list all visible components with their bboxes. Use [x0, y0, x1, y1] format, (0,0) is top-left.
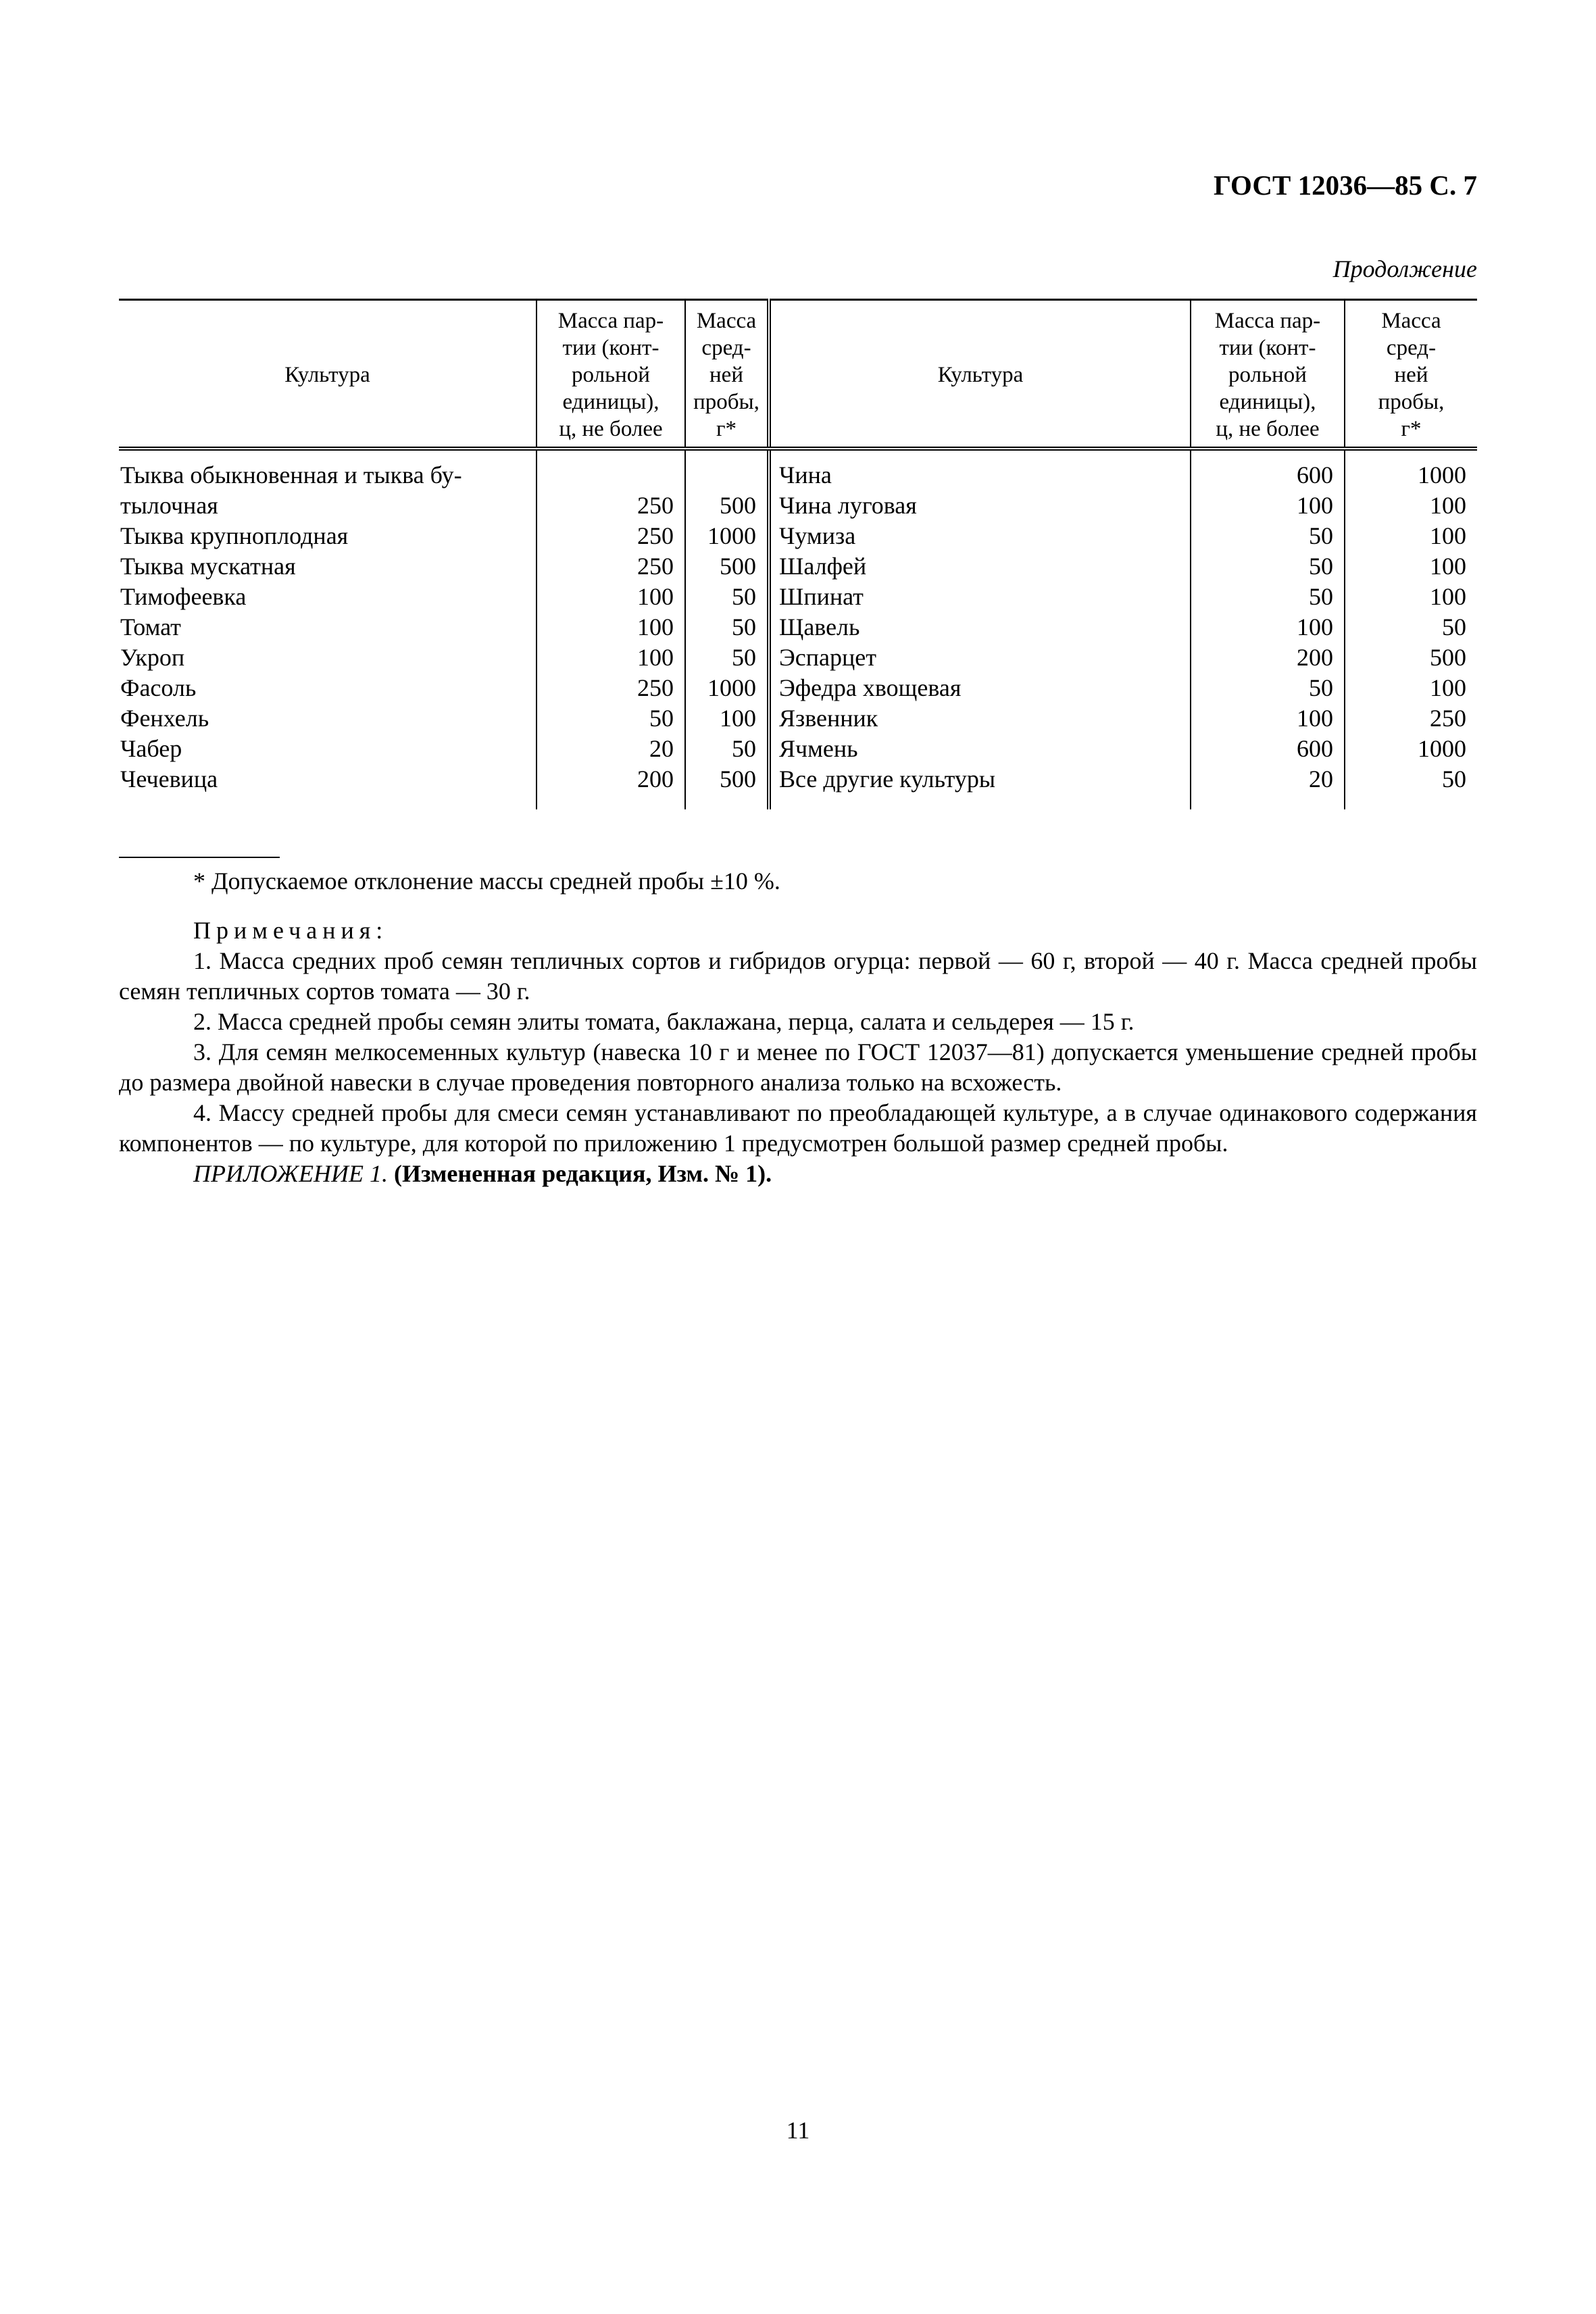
- sample-mass-cell: 100: [1345, 491, 1477, 521]
- table-row: [119, 449, 1477, 491]
- sample-mass-cell: 1000: [1345, 449, 1477, 491]
- culture-name-cell: Язвенник: [769, 703, 1191, 734]
- notes-title: Примечания:: [193, 917, 389, 944]
- culture-name-cell: Чабер: [120, 735, 182, 762]
- lot-mass-cell: 250: [537, 491, 685, 521]
- header-sample-mass: Масса сред- ней пробы, г*: [1345, 300, 1477, 449]
- lot-mass-cell: 50: [1191, 673, 1345, 703]
- sample-mass-cell: 1000: [685, 673, 769, 703]
- table-row: [119, 703, 1477, 734]
- lot-mass-cell: 50: [1191, 551, 1345, 582]
- lot-mass-cell: 250: [537, 673, 685, 703]
- sample-mass-cell: 50: [685, 734, 769, 764]
- lot-mass-cell: 20: [1191, 764, 1345, 809]
- sample-mass-cell: 100: [685, 703, 769, 734]
- seed-sample-table: [119, 299, 1477, 809]
- sample-mass-cell: 1000: [685, 521, 769, 551]
- culture-name-cell: Чумиза: [769, 521, 1191, 551]
- lot-mass-cell: 20: [537, 734, 685, 764]
- culture-name-cell: Все другие культуры: [769, 764, 1191, 809]
- sample-mass-cell: 250: [1345, 703, 1477, 734]
- note-item: 3. Для семян мелкосеменных культур (навеска 10 г и менее по ГОСТ 12037—81) допускается уменьшение средней пробы до размера двойной навески в случае проведения повторного анализа только на всхожесть.: [119, 1038, 1477, 1096]
- note-item: 1. Масса средних проб семян тепличных сортов и гибридов огурца: первой — 60 г, второй — 40 г. Масса средней пробы семян тепличных сортов томата — 30 г.: [119, 947, 1477, 1005]
- culture-name-cell: Тыква обыкновенная и тыква бу-: [120, 461, 462, 488]
- lot-mass-cell: 250: [537, 551, 685, 582]
- culture-name-cell: Фенхель: [120, 705, 209, 732]
- lot-mass-cell: 600: [1191, 734, 1345, 764]
- lot-mass-cell: 100: [537, 582, 685, 612]
- sample-mass-cell: 500: [685, 491, 769, 521]
- lot-mass-cell: 200: [537, 764, 685, 809]
- header-lot-mass: Масса пар- тии (конт- рольной единицы), ц, не более: [537, 300, 685, 449]
- sample-mass-cell: 50: [685, 643, 769, 673]
- footnote-text: * Допускаемое отклонение массы средней пробы ±10 %.: [193, 867, 780, 895]
- culture-name-cell: Тыква крупноплодная: [120, 522, 349, 549]
- lot-mass-cell: 100: [537, 612, 685, 643]
- table-row: [119, 551, 1477, 582]
- culture-name-cell: Тыква мускатная: [120, 553, 296, 580]
- note-item: 4. Массу средней пробы для смеси семян устанавливают по преобладающей культуре, а в случае одинакового содержания компонентов — по культуре, для которой по приложению 1 предусмотрен большой размер средней пробы.: [119, 1099, 1477, 1157]
- sample-mass-cell: 500: [1345, 643, 1477, 673]
- lot-mass-cell: 100: [1191, 612, 1345, 643]
- culture-name-cell: Фасоль: [120, 674, 197, 701]
- sample-mass-cell: 100: [1345, 551, 1477, 582]
- culture-name-cell: Укроп: [120, 644, 185, 671]
- culture-name-cell: Шпинат: [769, 582, 1191, 612]
- culture-name-cell: Тимофеевка: [120, 583, 247, 610]
- lot-mass-cell: 100: [537, 643, 685, 673]
- sample-mass-cell: 1000: [1345, 734, 1477, 764]
- lot-mass-cell: [537, 449, 685, 491]
- lot-mass-cell: 50: [1191, 582, 1345, 612]
- sample-mass-cell: 100: [1345, 582, 1477, 612]
- table-row: [119, 491, 1477, 521]
- sample-mass-cell: 100: [1345, 673, 1477, 703]
- amendment-note: (Измененная редакция, Изм. № 1).: [393, 1160, 772, 1187]
- table-row: [119, 582, 1477, 612]
- sample-mass-cell: 500: [685, 551, 769, 582]
- continuation-label: Продолжение: [1332, 255, 1477, 282]
- table-row: [119, 643, 1477, 673]
- culture-name-cell: Чина луговая: [769, 491, 1191, 521]
- footnote-rule: [119, 857, 280, 858]
- lot-mass-cell: 50: [537, 703, 685, 734]
- culture-name-cell: Эспарцет: [769, 643, 1191, 673]
- sample-mass-cell: 50: [1345, 764, 1477, 809]
- sample-mass-cell: 100: [1345, 521, 1477, 551]
- culture-name-cell: Чечевица: [120, 765, 218, 793]
- culture-name-cell: Томат: [120, 613, 181, 640]
- page-number: 11: [786, 2117, 810, 2144]
- table-row: [119, 521, 1477, 551]
- table-row: [119, 612, 1477, 643]
- sample-mass-cell: 50: [685, 582, 769, 612]
- culture-name-cell: Шалфей: [769, 551, 1191, 582]
- lot-mass-cell: 250: [537, 521, 685, 551]
- note-item: 2. Масса средней пробы семян элиты томата, баклажана, перца, салата и сельдерея — 15 г.: [193, 1008, 1134, 1035]
- sample-mass-cell: 500: [685, 764, 769, 809]
- table-row: [119, 734, 1477, 764]
- sample-mass-cell: [685, 449, 769, 491]
- lot-mass-cell: 200: [1191, 643, 1345, 673]
- table-header-row: [119, 300, 1477, 449]
- lot-mass-cell: 100: [1191, 491, 1345, 521]
- culture-name-cell: Чина: [769, 449, 1191, 491]
- header-culture: Культура: [119, 300, 537, 449]
- sample-mass-cell: 50: [1345, 612, 1477, 643]
- amendment-line: [119, 1159, 1477, 1189]
- lot-mass-cell: 50: [1191, 521, 1345, 551]
- table-row: [119, 764, 1477, 809]
- culture-name-cell: Ячмень: [769, 734, 1191, 764]
- header-culture: Культура: [769, 300, 1191, 449]
- sample-mass-cell: 50: [685, 612, 769, 643]
- culture-name-cell: Щавель: [769, 612, 1191, 643]
- culture-name-cell: Эфедра хвощевая: [769, 673, 1191, 703]
- header-sample-mass: Масса сред- ней пробы, г*: [685, 300, 769, 449]
- lot-mass-cell: 600: [1191, 449, 1345, 491]
- notes-section: [119, 866, 1477, 1189]
- amendment-ref: ПРИЛОЖЕНИЕ 1.: [193, 1160, 388, 1187]
- culture-name-cell: тылочная: [120, 492, 218, 519]
- lot-mass-cell: 100: [1191, 703, 1345, 734]
- header-lot-mass: Масса пар- тии (конт- рольной единицы), ц, не более: [1191, 300, 1345, 449]
- table-row: [119, 673, 1477, 703]
- page-header: ГОСТ 12036—85 С. 7: [1213, 170, 1477, 201]
